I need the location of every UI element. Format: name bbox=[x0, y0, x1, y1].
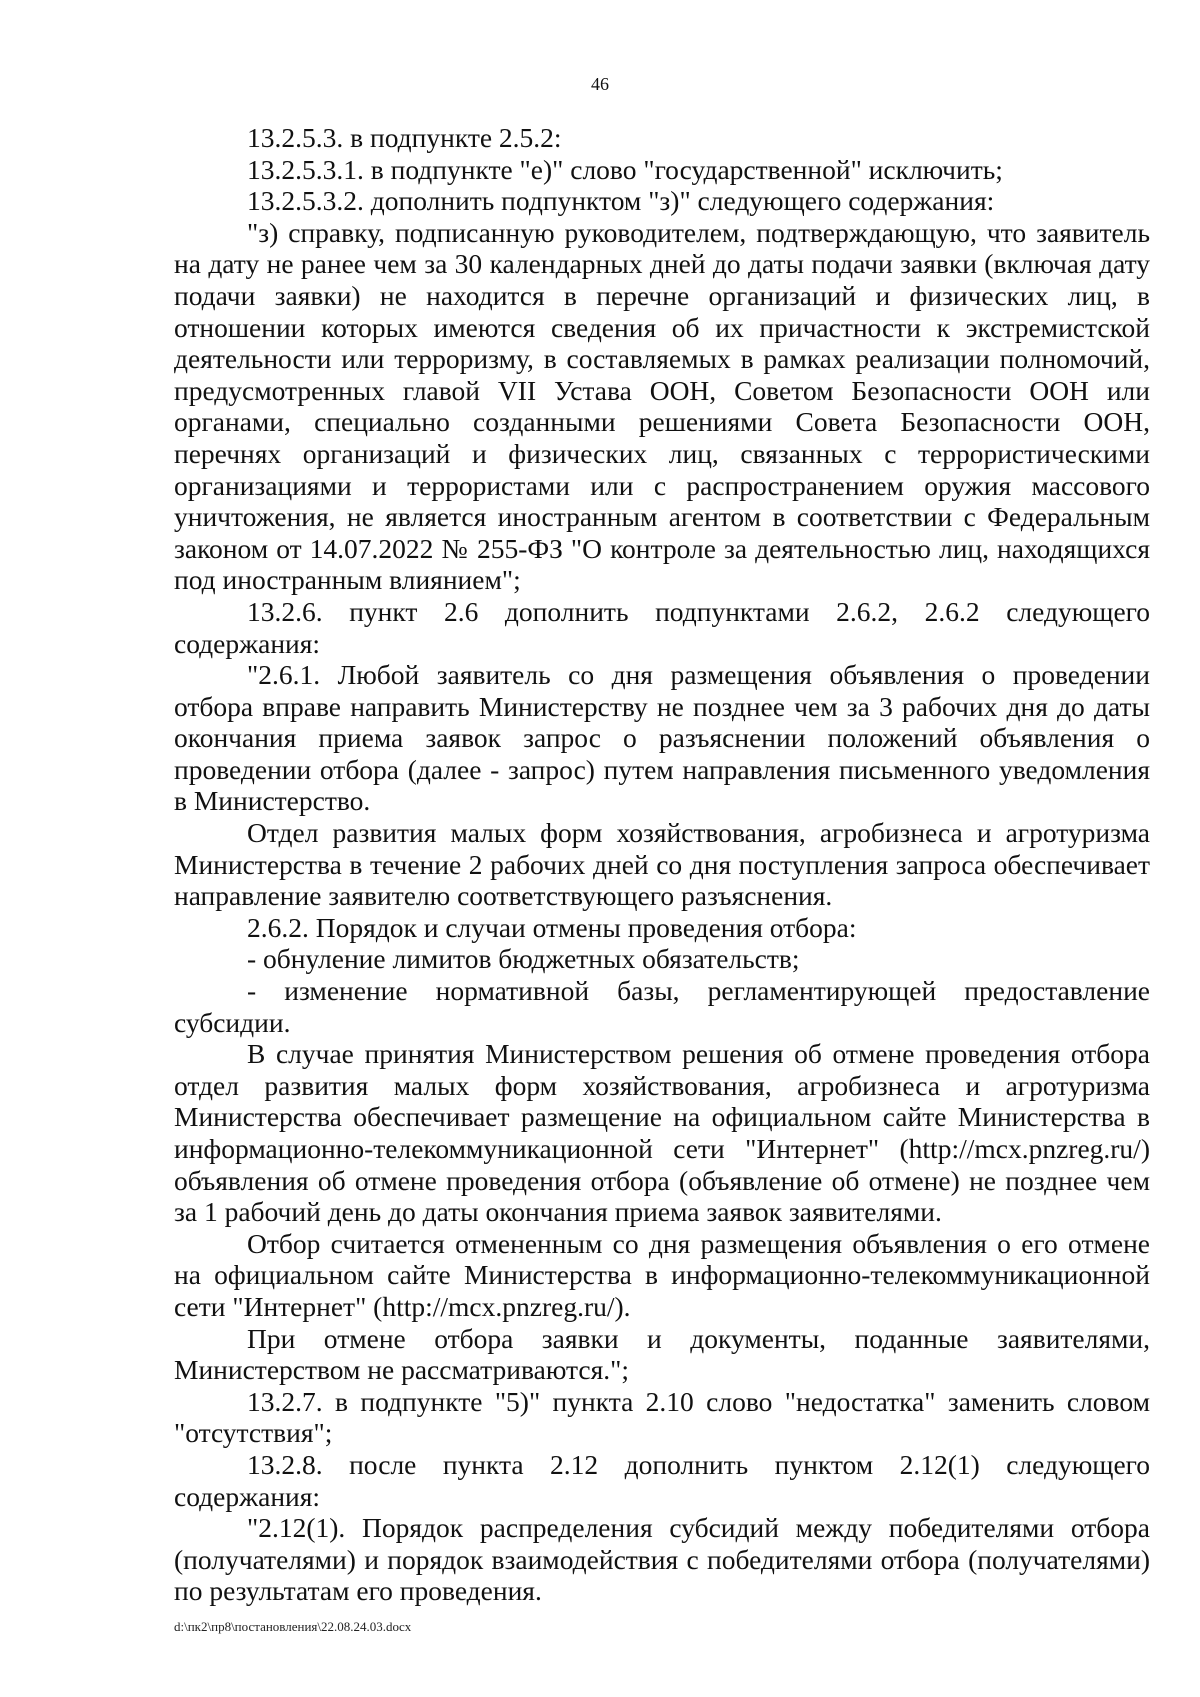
paragraph: В случае принятия Министерством решения об отмене проведения отбора отдел развития малых форм хозяйствования, агробизнеса и агротуризма Министерства обеспечивает размещение на официальном сайте Министерства в информационно-телекоммуникационной сети "Интернет" (http://mcx.pnzreg.ru/) объявления об отмене проведения отбора (объявление об отмене) не позднее чем за 1 рабочий день до даты окончания приема заявок заявителями. bbox=[174, 1038, 1150, 1228]
paragraph: - изменение нормативной базы, регламентирующей предоставление субсидии. bbox=[174, 975, 1150, 1038]
paragraph: "з) справку, подписанную руководителем, подтверждающую, что заявитель на дату не ранее чем за 30 календарных дней до даты подачи заявки (включая дату подачи заявки) не находится в перечне организаций и физических лиц, в отношении которых имеются сведения об их причастности к экстремистской деятельности или терроризму, в составляемых в рамках реализации полномочий, предусмотренных главой VII Устава ООН, Советом Безопасности ООН или органами, специально созданными решениями Совета Безопасности ООН, перечнях организаций и физических лиц, связанных с террористическими организациями и террористами или с распространением оружия массового уничтожения, не является иностранным агентом в соответствии с Федеральным законом от 14.07.2022 № 255-ФЗ "О контроле за деятельностью лиц, находящихся под иностранным влиянием"; bbox=[174, 216, 1150, 596]
paragraph: - обнуление лимитов бюджетных обязательств; bbox=[247, 943, 800, 975]
paragraph: "2.12(1). Порядок распределения субсидий между победителями отбора (получателями) и порядок взаимодействия с победителями отбора (получателями) по результатам его проведения. bbox=[174, 1512, 1150, 1607]
paragraph: 13.2.5.3.2. дополнить подпунктом "з)" следующего содержания: bbox=[247, 185, 995, 217]
paragraph: "2.6.1. Любой заявитель со дня размещения объявления о проведении отбора вправе направить Министерству не позднее чем за 3 рабочих дня до даты окончания приема заявок запрос о разъяснении положений объявления о проведении отбора (далее - запрос) путем направления письменного уведомления в Министерство. bbox=[174, 659, 1150, 817]
paragraph: При отмене отбора заявки и документы, поданные заявителями, Министерством не рассматриваются."; bbox=[174, 1322, 1150, 1386]
paragraph: 13.2.5.3. в подпункте 2.5.2: bbox=[247, 122, 562, 153]
paragraph: Отбор считается отмененным со дня размещения объявления о его отмене на официальном сайте Министерства в информационно-телекоммуникационной сети "Интернет" (http://mcx.pnzreg.ru/). bbox=[174, 1227, 1150, 1322]
footer-file-path: d:\пк2\пр8\постановления\22.08.24.03.docx bbox=[174, 1619, 412, 1634]
paragraph: Отдел развития малых форм хозяйствования, агробизнеса и агротуризма Министерства в течение 2 рабочих дней со дня поступления запроса обеспечивает направление заявителю соответствующего разъяснения. bbox=[174, 817, 1150, 912]
paragraph: 13.2.7. в подпункте "5)" пункта 2.10 слово "недостатка" заменить словом "отсутствия"; bbox=[174, 1385, 1150, 1449]
page-number: 46 bbox=[591, 74, 609, 94]
document-body bbox=[174, 122, 1150, 1607]
paragraph: 13.2.8. после пункта 2.12 дополнить пунктом 2.12(1) следующего содержания: bbox=[174, 1448, 1150, 1512]
paragraph: 2.6.2. Порядок и случаи отмены проведения отбора: bbox=[247, 911, 857, 943]
paragraph: 13.2.5.3.1. в подпункте "е)" слово "государственной" исключить; bbox=[247, 153, 1003, 185]
paragraph: 13.2.6. пункт 2.6 дополнить подпунктами 2.6.2, 2.6.2 следующего содержания: bbox=[174, 595, 1150, 659]
